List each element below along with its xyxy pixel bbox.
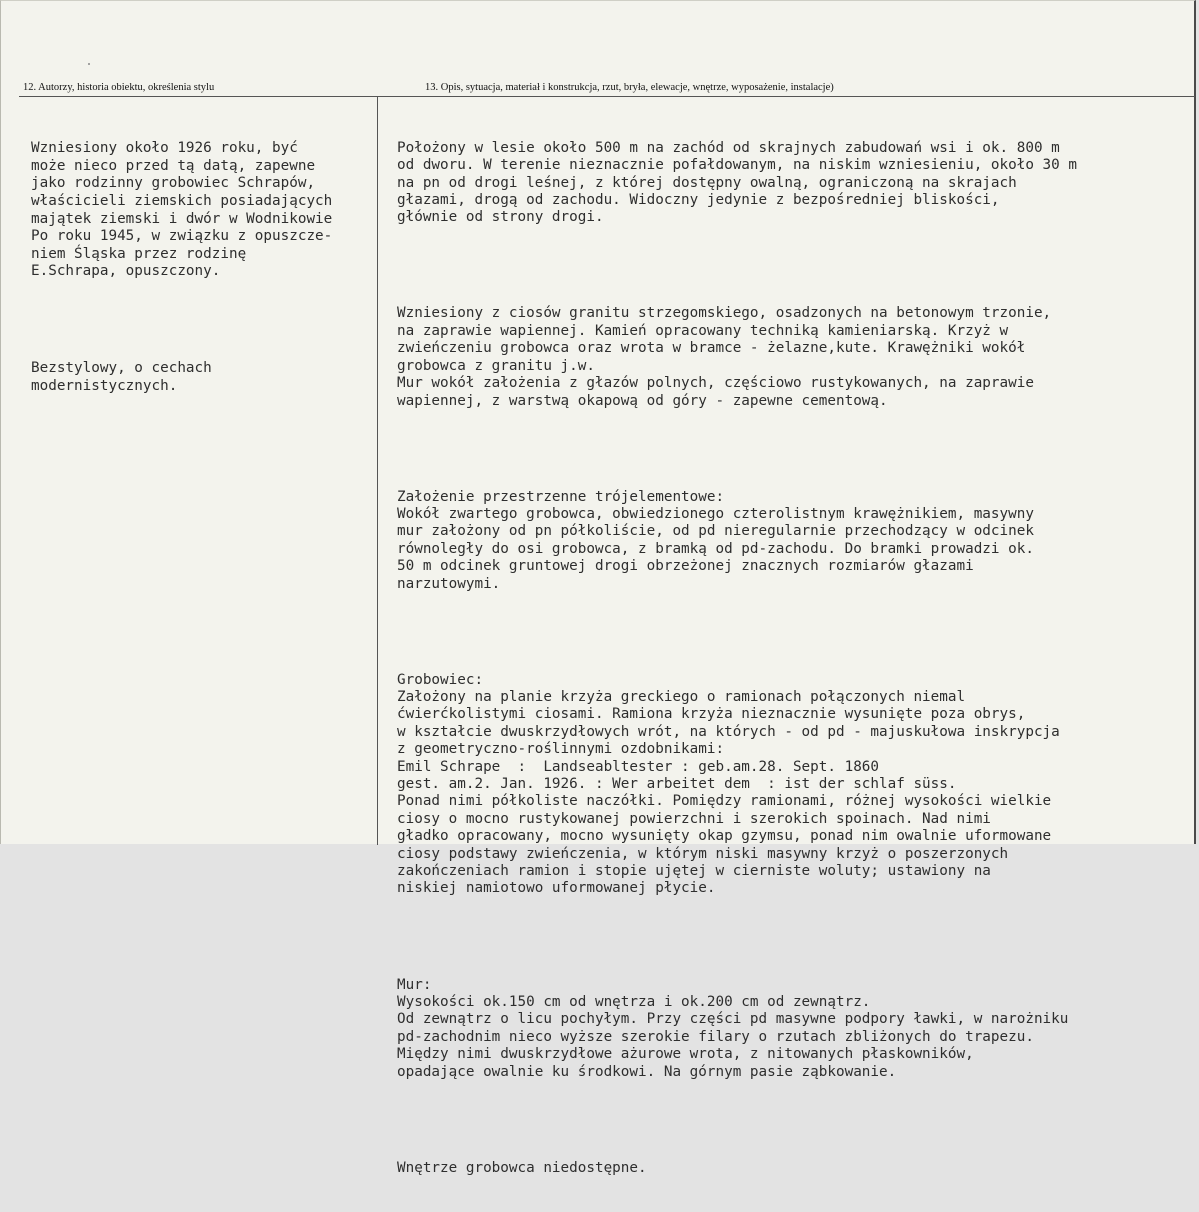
column-divider: [377, 97, 378, 845]
material-paragraph: Wzniesiony z ciosów granitu strzegomskiego, osadzonych na betonowym trzonie, na zaprawie wapiennej. Kamień opracowany techniką kamieniarską. Krzyż w zwieńczeniu grobowca oraz wrota w bramce - żelazne,kute. Krawężniki wokół grobowca z granitu j.w. Mur wokół założenia z głazów polnych, częściowo rustykowanych, na zaprawie wapiennej, z warstwą okapową od góry - zapewne cementową.: [397, 305, 1052, 409]
description-column: [397, 105, 1193, 1212]
history-paragraph: Wzniesiony około 1926 roku, być może nieco przed tą datą, zapewne jako rodzinny grobowiec Schrapów, właścicieli ziemskich posiadających majątek ziemski i dwór w Wodnikowie Po roku 1945, w związku z opuszcze- niem Śląska przez rodzinę E.Schrapa, opuszczony.: [31, 140, 333, 280]
history-column: [31, 105, 377, 431]
layout-paragraph: Założenie przestrzenne trójelementowe: Wokół zwartego grobowca, obwiedzionego czterolistnym krawężnikiem, masywny mur założony od pn półkoliście, od pd nieregularnie przechodzący w odcinek równoległy do osi grobowca, z bramką od pd-zachodu. Do bramki prowadzi ok. 50 m odcinek gruntowej drogi obrzeżonej znacznych rozmiarów głazami narzutowymi.: [397, 488, 1034, 592]
header-divider: [19, 96, 1195, 97]
tomb-paragraph: Grobowiec: Założony na planie krzyża greckiego o ramionach połączonych niemal ćwierćkolistymi ciosami. Ramiona krzyża nieznacznie wysunięte poza obrys, w kształcie dwuskrzydłowych wrót, na których - od pd - majuskułowa inskrypcja z geometryczno-roślinnymi ozdobnikami: Emil Schrape : Landseabltester : geb.am.28. Sept. 1860 gest. am.2. Jan. 1926. : Wer arbeitet dem : ist der schlaf süss. Ponad nimi półkoliste naczółki. Pomiędzy ramionami, różnej wysokości wielkie ciosy o mocno rustykowanej powierzchni i szerokich spoinach. Nad nimi gładko opracowany, mocno wysunięty okap gzymsu, ponad nim owalnie uformowane ciosy podstawy zwieńczenia, w którym niski masywny krzyż o poszerzonych zakończeniach ramion i stopie ujętej w cierniste woluty; ustawiony na niskiej namiotowo uformowanej płycie.: [397, 671, 1060, 897]
interior-paragraph: Wnętrze grobowca niedostępne.: [397, 1159, 647, 1176]
paper-speck: [88, 63, 90, 65]
style-paragraph: Bezstylowy, o cechach modernistycznych.: [31, 360, 212, 394]
wall-paragraph: Mur: Wysokości ok.150 cm od wnętrza i ok.200 cm od zewnątrz. Od zewnątrz o licu pochyłym. Przy części pd masywne podpory ławki, w narożniku pd-zachodnim nieco wyższe szerokie filary o rzutach zbliżonych do trapezu. Między nimi dwuskrzydłowe ażurowe wrota, z nitowanych płaskowników, opadające owalnie ku środkowi. Na górnym pasie ząbkowanie.: [397, 976, 1069, 1080]
section-13-header: 13. Opis, sytuacja, materiał i konstrukcja, rzut, bryła, elewacje, wnętrze, wyposażenie, instalacje): [425, 82, 834, 93]
section-12-header: 12. Autorzy, historia obiektu, określenia stylu: [23, 82, 215, 93]
location-paragraph: Położony w lesie około 500 m na zachód od skrajnych zabudowań wsi i ok. 800 m od dworu. W terenie nieznacznie pofałdowanym, na niskim wzniesieniu, około 30 m na pn od drogi leśnej, z której dostępny owalną, ograniczoną na skrajach głazami, drogą od zachodu. Widoczny jedynie z bezpośredniej bliskości, głównie od strony drogi.: [397, 139, 1077, 226]
